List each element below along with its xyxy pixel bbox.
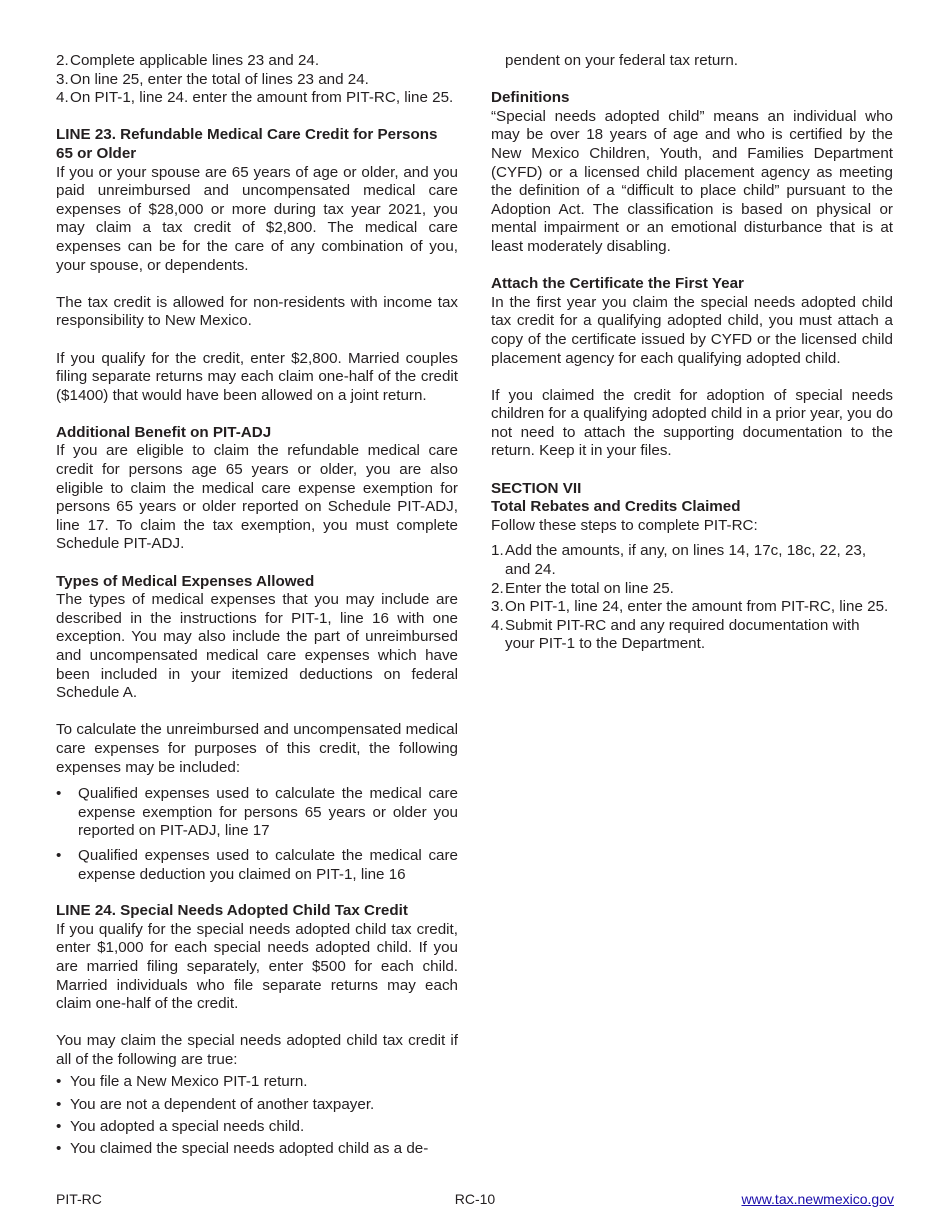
- list-item: 1. Add the amounts, if any, on lines 14, 17c, 18c, 22, 23, and 24.: [491, 542, 867, 579]
- left-column: [56, 52, 458, 1162]
- steps-list-continued: [56, 52, 458, 108]
- list-item: 4. Submit PIT-RC and any required documentation with your PIT-1 to the Department.: [491, 616, 860, 653]
- types-heading: Types of Medical Expenses Allowed: [56, 572, 315, 590]
- list-item: 2. Complete applicable lines 23 and 24.: [56, 52, 320, 69]
- right-column: [491, 52, 893, 654]
- paragraph: The tax credit is allowed for non-residents with income tax responsibility to New Mexico.: [56, 293, 458, 330]
- list-item: 4. On PIT-1, line 24. enter the amount from PIT-RC, line 25.: [56, 89, 454, 107]
- list-item: 2. Enter the total on line 25.: [491, 579, 674, 597]
- paragraph: If you qualify for the special needs adopted child tax credit, enter $1,000 for each special needs adopted child. If you are married filing separately, enter $500 for each child. Married individuals who file separate returns may each claim one-half of the credit.: [56, 920, 458, 1013]
- section7-heading: SECTION VII: [491, 479, 582, 497]
- list-item: • Qualified expenses used to calculate the medical care expense exemption for persons 65 years or older you reported on PIT-ADJ, line 17: [56, 785, 458, 840]
- line23-heading: LINE 23. Refundable Medical Care Credit for Persons 65 or Older: [56, 126, 438, 162]
- footer-form-name: PIT-RC: [56, 1191, 102, 1207]
- attach-heading: Attach the Certificate the First Year: [491, 275, 744, 293]
- continuation-text: pendent on your federal tax return.: [505, 52, 739, 69]
- list-item: • You claimed the special needs adopted child as a de-: [56, 1140, 429, 1158]
- paragraph: To calculate the unreimbursed and uncompensated medical care expenses for purposes of this credit, the following expenses may be included:: [56, 721, 458, 776]
- paragraph: If you or your spouse are 65 years of age or older, and you paid unreimbursed and uncompensated medical care expenses of $28,000 or more during tax year 2021, you may claim a tax credit of $2,800. The medical care expenses can be for the care of any combination of you, your spouse, or dependents.: [56, 163, 458, 274]
- paragraph: If you claimed the credit for adoption of special needs children for a qualifying adopted child in a prior year, you do not need to attach the supporting documentation to the return. Keep it in your files.: [491, 386, 893, 460]
- additional-benefit-heading: Additional Benefit on PIT-ADJ: [56, 423, 272, 441]
- paragraph: “Special needs adopted child” means an individual who may be over 18 years of age and who is certified by the New Mexico Children, Youth, and Families Department (CYFD) or a licensed child placement agency as meeting the definition of a “difficult to place child” pursuant to the Adoption Act. The classification is based on physical or mental impairment or an emotional disturbance that is at least moderately disabling.: [491, 107, 893, 255]
- eligibility-bullets: [56, 1073, 458, 1158]
- line24-heading: LINE 24. Special Needs Adopted Child Tax Credit: [56, 902, 408, 920]
- paragraph: The types of medical expenses that you may include are described in the instructions for PIT-1, line 16 with one exception. You may also include the part of unreimbursed and uncompensated medical care expenses which have been included in your itemized deductions on federal Schedule A.: [56, 591, 458, 702]
- definitions-heading: Definitions: [491, 89, 570, 107]
- section7-subheading: Total Rebates and Credits Claimed: [491, 498, 741, 516]
- footer-page-number: RC-10: [454, 1191, 496, 1207]
- list-item: 3. On PIT-1, line 24, enter the amount from PIT-RC, line 25.: [491, 598, 889, 616]
- paragraph: If you qualify for the credit, enter $2,800. Married couples filing separate returns may each claim one-half of the credit ($1400) that would have been allowed on a joint return.: [56, 349, 458, 404]
- list-item: • You are not a dependent of another taxpayer.: [56, 1095, 375, 1113]
- list-item: • You adopted a special needs child.: [56, 1117, 305, 1135]
- paragraph: Follow these steps to complete PIT-RC:: [491, 516, 758, 534]
- paragraph: You may claim the special needs adopted child tax credit if all of the following are true:: [56, 1032, 458, 1068]
- section7-steps: [491, 542, 893, 654]
- list-item: 3. On line 25, enter the total of lines 23 and 24.: [56, 70, 369, 88]
- list-item: • Qualified expenses used to calculate the medical care expense deduction you claimed on PIT-1, line 16: [56, 846, 458, 883]
- paragraph: In the first year you claim the special needs adopted child tax credit for a qualifying adopted child, you must attach a copy of the certificate issued by CYFD or the licensed child placement agency for each qualifying adopted child.: [491, 293, 893, 367]
- footer-website-link[interactable]: www.tax.newmexico.gov: [741, 1191, 894, 1207]
- paragraph: If you are eligible to claim the refundable medical care credit for persons age 65 years or older, you are also eligible to claim the medical care expense exemption for persons 65 years or older reported on Schedule PIT-ADJ, line 17. To claim the tax exemption, you must complete Schedule PIT-ADJ.: [56, 442, 458, 553]
- list-item: • You file a New Mexico PIT-1 return.: [56, 1073, 308, 1091]
- expense-bullets: [56, 785, 458, 884]
